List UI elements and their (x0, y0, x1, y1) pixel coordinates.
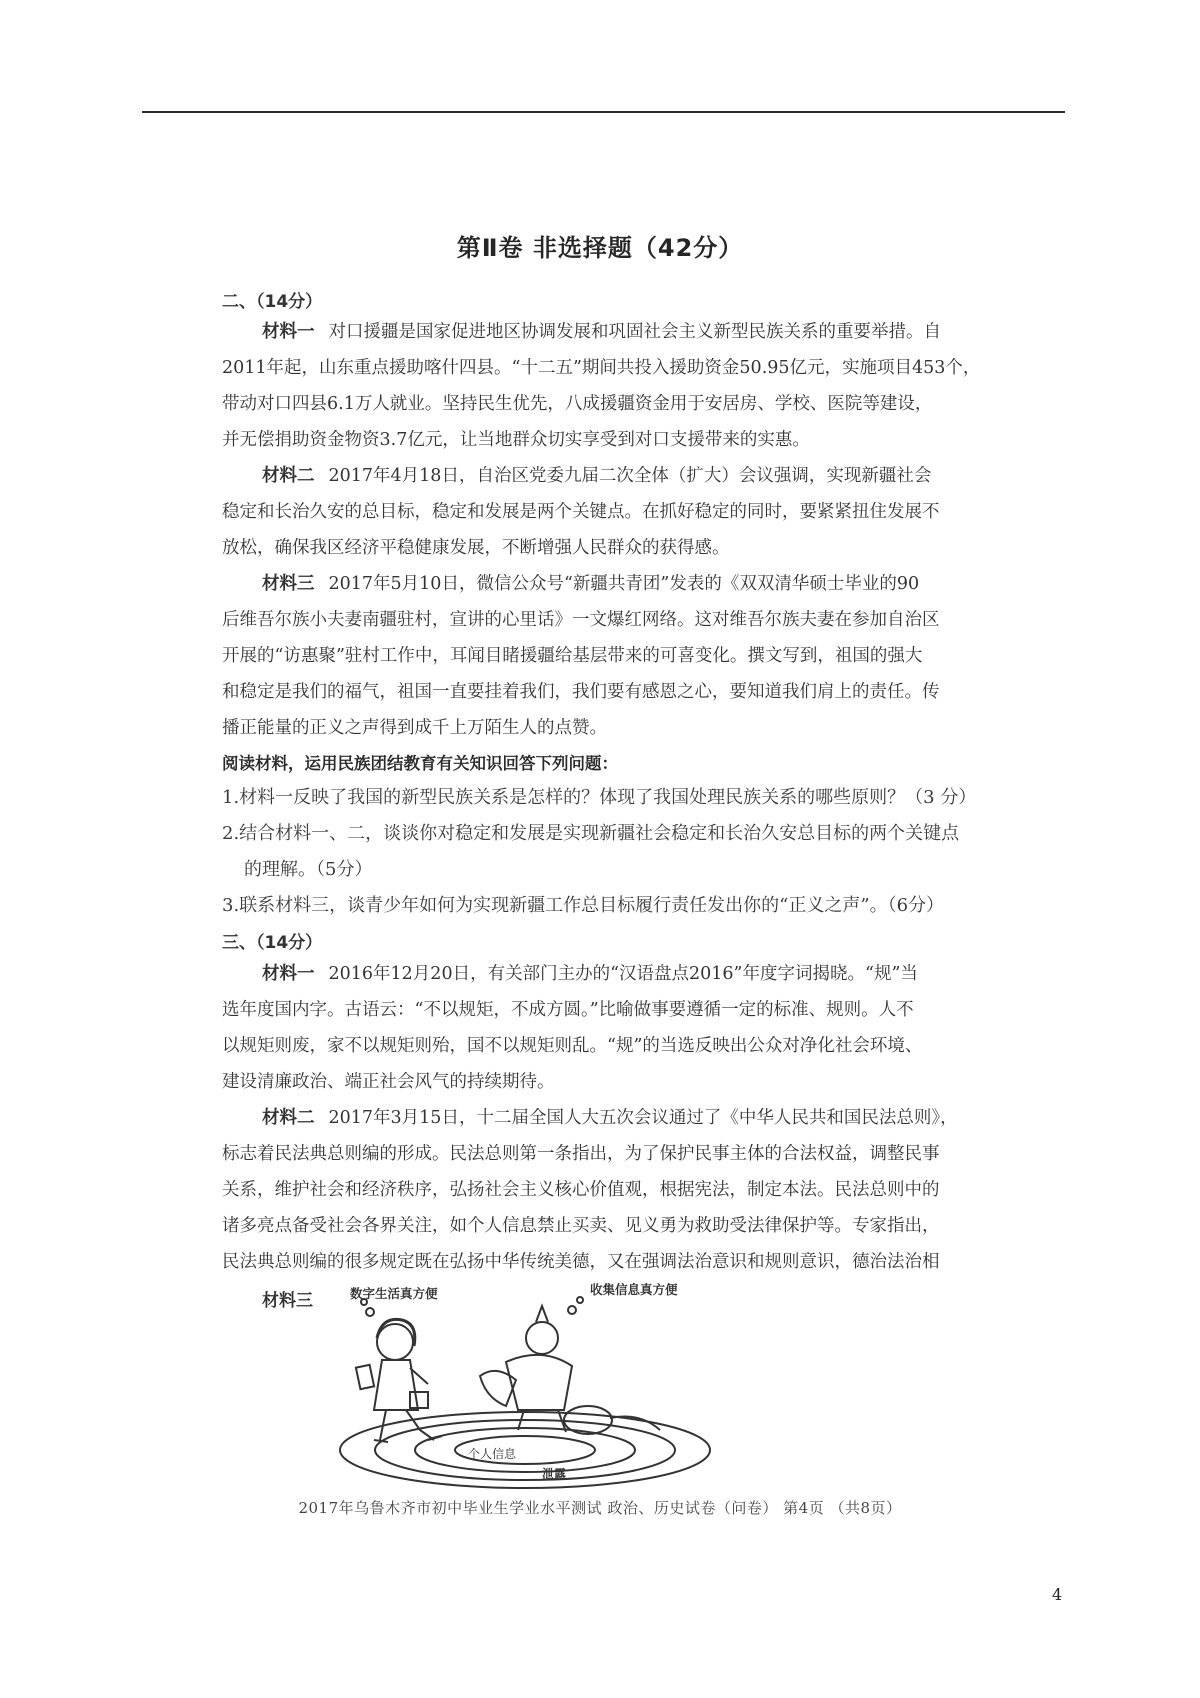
s3-material-3-label: 材料三 (262, 1291, 313, 1311)
cartoon-ring-text: 个人信息 (468, 1447, 517, 1461)
s2-material-2-line: 材料二 2017年4月18日，自治区党委九届二次全体（扩大）会议强调，实现新疆社会 (262, 466, 932, 486)
s3-material-1-line: 以规矩则废，家不以规矩则殆，国不以规矩则乱。“规”的当选反映出公众对净化社会环境、 (222, 1036, 923, 1056)
cartoon-caption-left: 数字生活真方便 (350, 1286, 438, 1301)
s2-material-1-label: 材料一 (262, 322, 315, 342)
question-1: 1.材料一反映了我国的新型民族关系是怎样的？体现了我国处理民族关系的哪些原则？（3 分） (222, 787, 977, 808)
s2-material-2-line: 放松，确保我区经济平稳健康发展，不断增强人民群众的获得感。 (222, 538, 730, 558)
s2-material-2-label: 材料二 (262, 466, 315, 486)
s2-material-2-line: 稳定和长治久安的总目标，稳定和发展是两个关键点。在抓好稳定的同时，要紧紧扭住发展不 (222, 502, 940, 522)
question-2: 2.结合材料一、二，谈谈你对稳定和发展是实现新疆社会稳定和长治久安总目标的两个关键点 (222, 823, 960, 844)
s2-material-1-line: 并无偿捐助资金物资3.7亿元，让当地群众切实享受到对口支援带来的实惠。 (222, 430, 810, 450)
page-title: 第Ⅱ卷 非选择题（42分） (456, 234, 744, 262)
s3-material-1-line: 材料一 2016年12月20日，有关部门主办的“汉语盘点2016”年度字词揭晓。“规”当 (262, 964, 918, 984)
s2-material-1-line: 2011年起，山东重点援助喀什四县。“十二五”期间共投入援助资金50.95亿元，实施项目453个， (222, 358, 981, 378)
header-rule (142, 111, 1065, 113)
question-3: 3.联系材料三，谈青少年如何为实现新疆工作总目标履行责任发出你的“正义之声”。（6分） (222, 895, 945, 916)
s2-material-3-label: 材料三 (262, 574, 315, 594)
section-2-header: 二、（14分） (222, 292, 323, 312)
s3-material-2-line: 民法典总则编的很多规定既在弘扬中华传统美德，又在强调法治意识和规则意识，德治法治相 (222, 1252, 940, 1272)
section-3-header: 三、（14分） (222, 933, 323, 953)
s2-material-1-line: 带动对口四县6.1万人就业。坚持民生优先，八成援疆资金用于安居房、学校、医院等建设， (222, 394, 933, 414)
question-2-cont: 的理解。（5分） (244, 859, 373, 880)
s3-material-2-label: 材料二 (262, 1108, 315, 1128)
s2-material-1-line: 材料一 对口援疆是国家促进地区协调发展和巩固社会主义新型民族关系的重要举措。自 (262, 322, 941, 342)
cartoon-drawing (310, 1280, 730, 1495)
cartoon-caption-right: 收集信息真方便 (590, 1282, 678, 1297)
reading-instruction: 阅读材料，运用民族团结教育有关知识回答下列问题： (222, 754, 618, 773)
s2-material-3-line: 开展的“访惠聚”驻村工作中，耳闻目睹援疆给基层带来的可喜变化。撰文写到，祖国的强大 (222, 646, 923, 666)
s2-material-3-line: 和稳定是我们的福气，祖国一直要挂着我们，我们要有感恩之心，要知道我们肩上的责任。传 (222, 682, 940, 702)
s3-material-1-line: 建设清廉政治、端正社会风气的持续期待。 (222, 1072, 555, 1092)
page-number: 4 (1052, 1585, 1063, 1604)
s3-material-2-line: 标志着民法典总则编的形成。民法总则第一条指出，为了保护民事主体的合法权益，调整民事 (222, 1144, 940, 1164)
page-footer: 2017年乌鲁木齐市初中毕业生学业水平测试 政治、历史试卷（问卷） 第4页 （共8页） (298, 1499, 902, 1517)
s3-material-1-label: 材料一 (262, 964, 315, 984)
s2-material-3-line: 材料三 2017年5月10日，微信公众号“新疆共青团”发表的《双双清华硕士毕业的90 (262, 574, 920, 594)
s3-material-2-line: 材料二 2017年3月15日，十二届全国人大五次会议通过了《中华人民共和国民法总则》， (262, 1108, 958, 1128)
cartoon-center-text: 泄露 (542, 1467, 567, 1481)
s3-material-2-line: 诸多亮点备受社会各界关注，如个人信息禁止买卖、见义勇为救助受法律保护等。专家指出， (222, 1216, 940, 1236)
s2-material-3-line: 后维吾尔族小夫妻南疆驻村，宣讲的心里话》一文爆红网络。这对维吾尔族夫妻在参加自治区 (222, 610, 940, 630)
s3-material-1-line: 选年度国内字。古语云：“不以规矩，不成方圆。”比喻做事要遵循一定的标准、规则。人不 (222, 1000, 914, 1020)
s3-material-2-line: 关系，维护社会和经济秩序，弘扬社会主义核心价值观，根据宪法，制定本法。民法总则中的 (222, 1180, 940, 1200)
s2-material-3-line: 播正能量的正义之声得到成千上万陌生人的点赞。 (222, 718, 607, 738)
cartoon-illustration (310, 1280, 730, 1495)
